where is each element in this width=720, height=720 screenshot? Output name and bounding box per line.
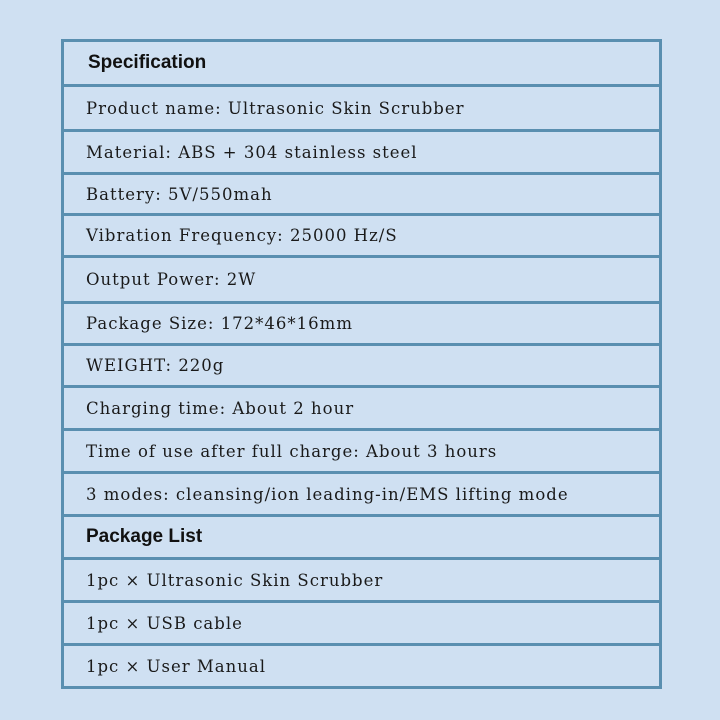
spec-row-output-power: Output Power: 2W	[64, 258, 659, 304]
package-row-scrubber: 1pc × Ultrasonic Skin Scrubber	[64, 560, 659, 603]
spec-row-product-name: Product name: Ultrasonic Skin Scrubber	[64, 87, 659, 132]
spec-row-time-of-use: Time of use after full charge: About 3 hours	[64, 431, 659, 474]
spec-row-weight: WEIGHT: 220g	[64, 346, 659, 388]
specification-heading: Specification	[64, 42, 659, 87]
package-list-heading: Package List	[64, 517, 659, 560]
package-row-user-manual: 1pc × User Manual	[86, 656, 266, 676]
package-row-usb-cable: 1pc × USB cable	[64, 603, 659, 646]
spec-table	[61, 39, 662, 689]
spec-row-modes: 3 modes: cleansing/ion leading-in/EMS lifting mode	[64, 474, 659, 517]
spec-row-charging-time: Charging time: About 2 hour	[64, 388, 659, 431]
spec-row-package-size: Package Size: 172*46*16mm	[64, 304, 659, 346]
spec-row-vibration-frequency: Vibration Frequency: 25000 Hz/S	[64, 216, 659, 258]
spec-row-battery: Battery: 5V/550mah	[64, 175, 659, 216]
spec-row-material: Material: ABS + 304 stainless steel	[64, 132, 659, 175]
